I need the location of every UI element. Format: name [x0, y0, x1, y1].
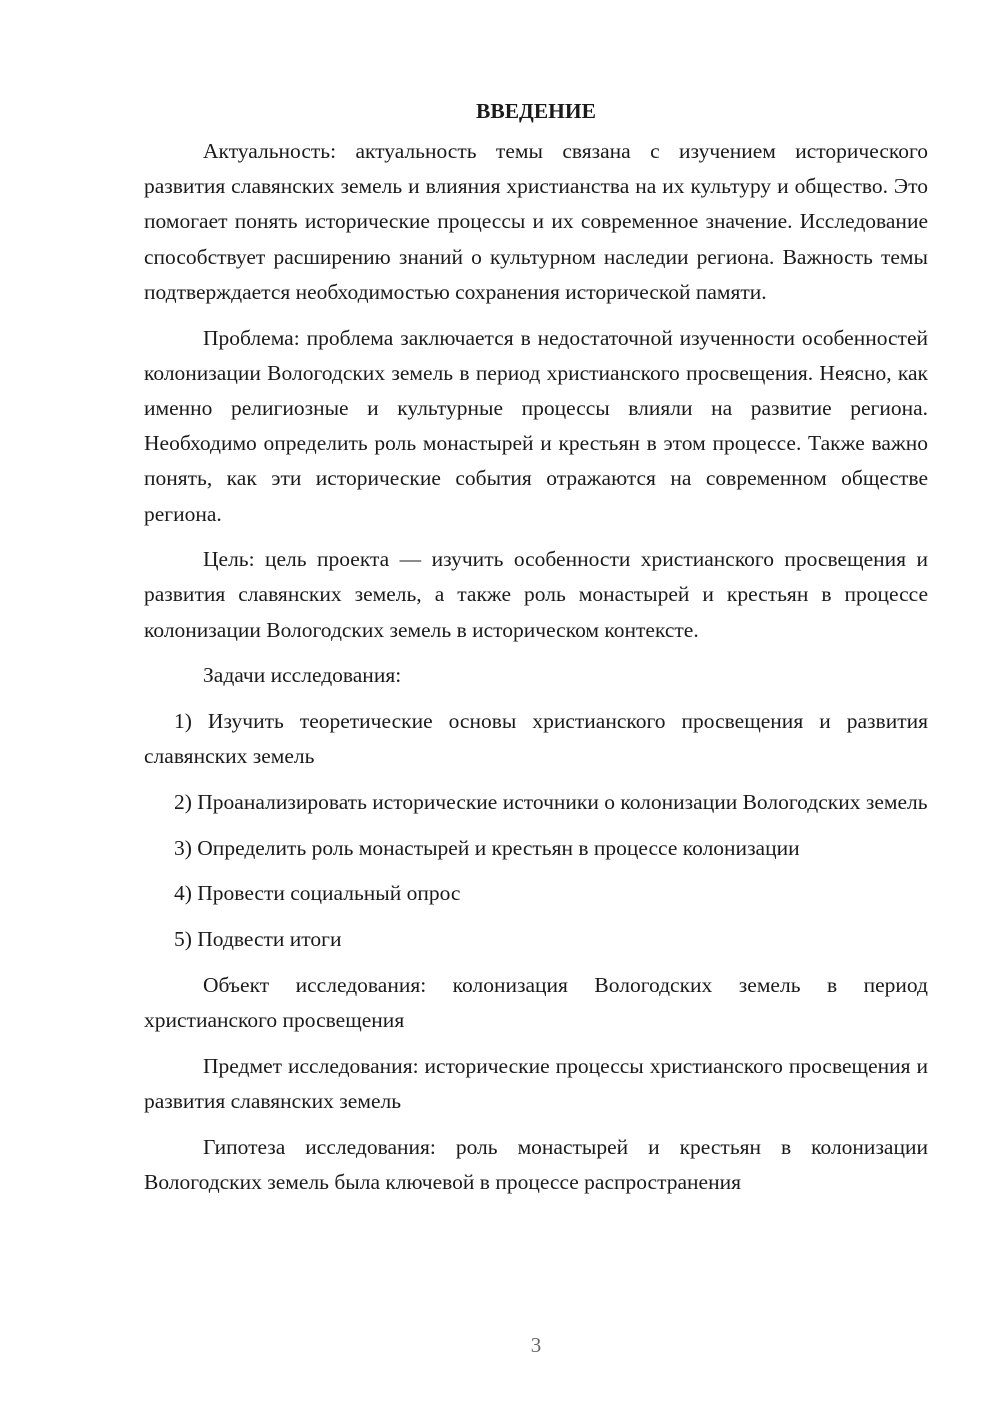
paragraph-goal: Цель: цель проекта — изучить особенности христианского просвещения и развития славянских земель, а также роль монастырей и крестьян в процессе колонизации Вологодских земель в историческом контексте. [144, 547, 928, 642]
paragraph-problem: Проблема: проблема заключается в недостаточной изученности особенностей колонизации Вологодских земель в период христианского просвещения. Неясно, как именно религиозные и культурные процессы влияли на развитие региона. Необходимо определить роль монастырей и крестьян в этом процессе. Также важно понять, как эти исторические события отражаются на современном обществе региона. [144, 325, 928, 526]
paragraph-subject: Предмет исследования: исторические процессы христианского просвещения и развития славянских земель [144, 1053, 928, 1113]
paragraph-object: Объект исследования: колонизация Вологодских земель в период христианского просвещения [144, 972, 928, 1032]
task-item-2: 2) Проанализировать исторические источники о колонизации Вологодских земель [174, 789, 928, 814]
section-title: ВВЕДЕНИЕ [476, 99, 596, 123]
task-item-4: 4) Провести социальный опрос [174, 881, 461, 906]
page-number: 3 [530, 1333, 542, 1357]
task-item-3: 3) Определить роль монастырей и крестьян в процессе колонизации [174, 835, 800, 860]
task-item-5: 5) Подвести итоги [174, 927, 342, 952]
task-item-1: 1) Изучить теоретические основы христианского просвещения и развития славянских земель [144, 709, 928, 769]
document-body [144, 98, 928, 1200]
paragraph-hypothesis: Гипотеза исследования: роль монастырей и крестьян в колонизации Вологодских земель была ключевой в процессе распространения [144, 1134, 928, 1194]
paragraph-tasks-heading: Задачи исследования: [203, 663, 402, 688]
paragraph-relevance: Актуальность: актуальность темы связана с изучением исторического развития славянских земель и влияния христианства на их культуру и общество. Это помогает понять исторические процессы и их современное значение. Исследование способствует расширению знаний о культурном наследии региона. Важность темы подтверждается необходимостью сохранения исторической памяти. [144, 139, 928, 304]
